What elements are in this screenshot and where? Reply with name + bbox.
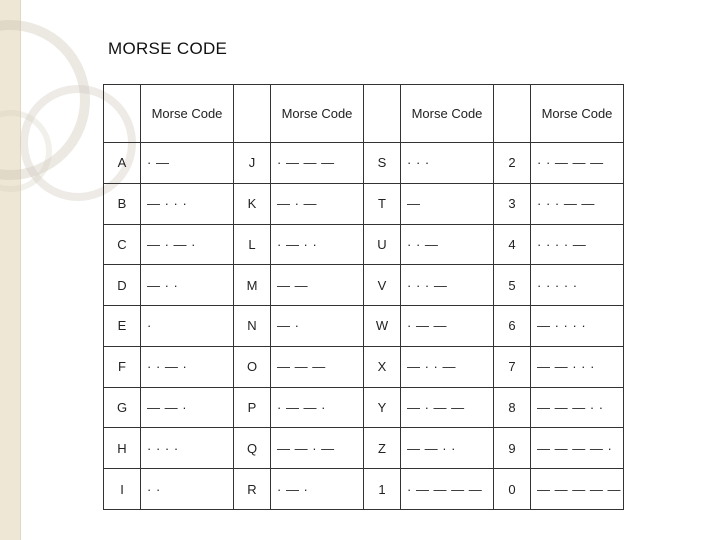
character-cell: I bbox=[104, 469, 141, 510]
table-row bbox=[104, 143, 624, 184]
header-cell-morse-code: Morse Code bbox=[531, 85, 624, 143]
morse-code-cell: · · · · bbox=[141, 428, 234, 469]
character-cell: O bbox=[234, 346, 271, 387]
character-cell: H bbox=[104, 428, 141, 469]
character-cell: 3 bbox=[494, 183, 531, 224]
character-cell: C bbox=[104, 224, 141, 265]
morse-code-cell: · · · bbox=[401, 143, 494, 184]
character-cell: 5 bbox=[494, 265, 531, 306]
table-row bbox=[104, 306, 624, 347]
morse-code-cell: — — — — — bbox=[531, 469, 624, 510]
morse-code-table bbox=[103, 84, 624, 510]
character-cell: G bbox=[104, 387, 141, 428]
character-cell: 6 bbox=[494, 306, 531, 347]
morse-code-cell: · · — — — bbox=[531, 143, 624, 184]
character-cell: 2 bbox=[494, 143, 531, 184]
character-cell: S bbox=[364, 143, 401, 184]
morse-code-cell: — · bbox=[271, 306, 364, 347]
morse-code-cell: — · — — bbox=[401, 387, 494, 428]
morse-code-cell: · — bbox=[141, 143, 234, 184]
header-cell bbox=[104, 85, 141, 143]
morse-code-cell: · bbox=[141, 306, 234, 347]
character-cell: P bbox=[234, 387, 271, 428]
table-row bbox=[104, 224, 624, 265]
morse-code-cell: · — · · bbox=[271, 224, 364, 265]
morse-code-cell: — — — bbox=[271, 346, 364, 387]
character-cell: E bbox=[104, 306, 141, 347]
character-cell: 8 bbox=[494, 387, 531, 428]
morse-code-cell: — · · · · bbox=[531, 306, 624, 347]
morse-code-cell: — — · · bbox=[401, 428, 494, 469]
morse-code-cell: · — — bbox=[401, 306, 494, 347]
character-cell: X bbox=[364, 346, 401, 387]
morse-code-cell: · · — · bbox=[141, 346, 234, 387]
morse-code-cell: — bbox=[401, 183, 494, 224]
morse-code-cell: · · bbox=[141, 469, 234, 510]
character-cell: 0 bbox=[494, 469, 531, 510]
character-cell: D bbox=[104, 265, 141, 306]
morse-code-cell: — — bbox=[271, 265, 364, 306]
character-cell: R bbox=[234, 469, 271, 510]
morse-code-cell: · · · · — bbox=[531, 224, 624, 265]
morse-code-cell: · — — · bbox=[271, 387, 364, 428]
character-cell: K bbox=[234, 183, 271, 224]
character-cell: Y bbox=[364, 387, 401, 428]
character-cell: F bbox=[104, 346, 141, 387]
header-cell-morse-code: Morse Code bbox=[271, 85, 364, 143]
character-cell: Z bbox=[364, 428, 401, 469]
page-title: MORSE CODE bbox=[108, 39, 228, 58]
character-cell: J bbox=[234, 143, 271, 184]
header-cell-morse-code: Morse Code bbox=[141, 85, 234, 143]
morse-code-cell: · — · bbox=[271, 469, 364, 510]
character-cell: Q bbox=[234, 428, 271, 469]
table-row bbox=[104, 428, 624, 469]
character-cell: T bbox=[364, 183, 401, 224]
character-cell: 1 bbox=[364, 469, 401, 510]
header-cell bbox=[494, 85, 531, 143]
character-cell: 9 bbox=[494, 428, 531, 469]
morse-code-cell: · · · — — bbox=[531, 183, 624, 224]
table-row bbox=[104, 469, 624, 510]
morse-code-cell: — — · — bbox=[271, 428, 364, 469]
morse-code-cell: — — · · · bbox=[531, 346, 624, 387]
character-cell: 4 bbox=[494, 224, 531, 265]
character-cell: L bbox=[234, 224, 271, 265]
morse-code-cell: · · · · · bbox=[531, 265, 624, 306]
character-cell: U bbox=[364, 224, 401, 265]
morse-code-cell: · · · — bbox=[401, 265, 494, 306]
morse-code-cell: · — — — bbox=[271, 143, 364, 184]
character-cell: V bbox=[364, 265, 401, 306]
character-cell: M bbox=[234, 265, 271, 306]
character-cell: B bbox=[104, 183, 141, 224]
table-row bbox=[104, 265, 624, 306]
header-cell bbox=[234, 85, 271, 143]
morse-code-cell: — — — · · bbox=[531, 387, 624, 428]
morse-code-cell: — · — · bbox=[141, 224, 234, 265]
morse-code-cell: — · · — bbox=[401, 346, 494, 387]
morse-code-cell: — — · bbox=[141, 387, 234, 428]
morse-code-cell: — · — bbox=[271, 183, 364, 224]
table-row bbox=[104, 346, 624, 387]
character-cell: W bbox=[364, 306, 401, 347]
morse-code-cell: — · · bbox=[141, 265, 234, 306]
table-row bbox=[104, 387, 624, 428]
header-cell bbox=[364, 85, 401, 143]
character-cell: A bbox=[104, 143, 141, 184]
table-header-row bbox=[104, 85, 624, 143]
character-cell: N bbox=[234, 306, 271, 347]
header-cell-morse-code: Morse Code bbox=[401, 85, 494, 143]
morse-code-cell: · — — — — bbox=[401, 469, 494, 510]
morse-code-cell: · · — bbox=[401, 224, 494, 265]
morse-code-cell: — · · · bbox=[141, 183, 234, 224]
morse-code-cell: — — — — · bbox=[531, 428, 624, 469]
character-cell: 7 bbox=[494, 346, 531, 387]
table-row bbox=[104, 183, 624, 224]
